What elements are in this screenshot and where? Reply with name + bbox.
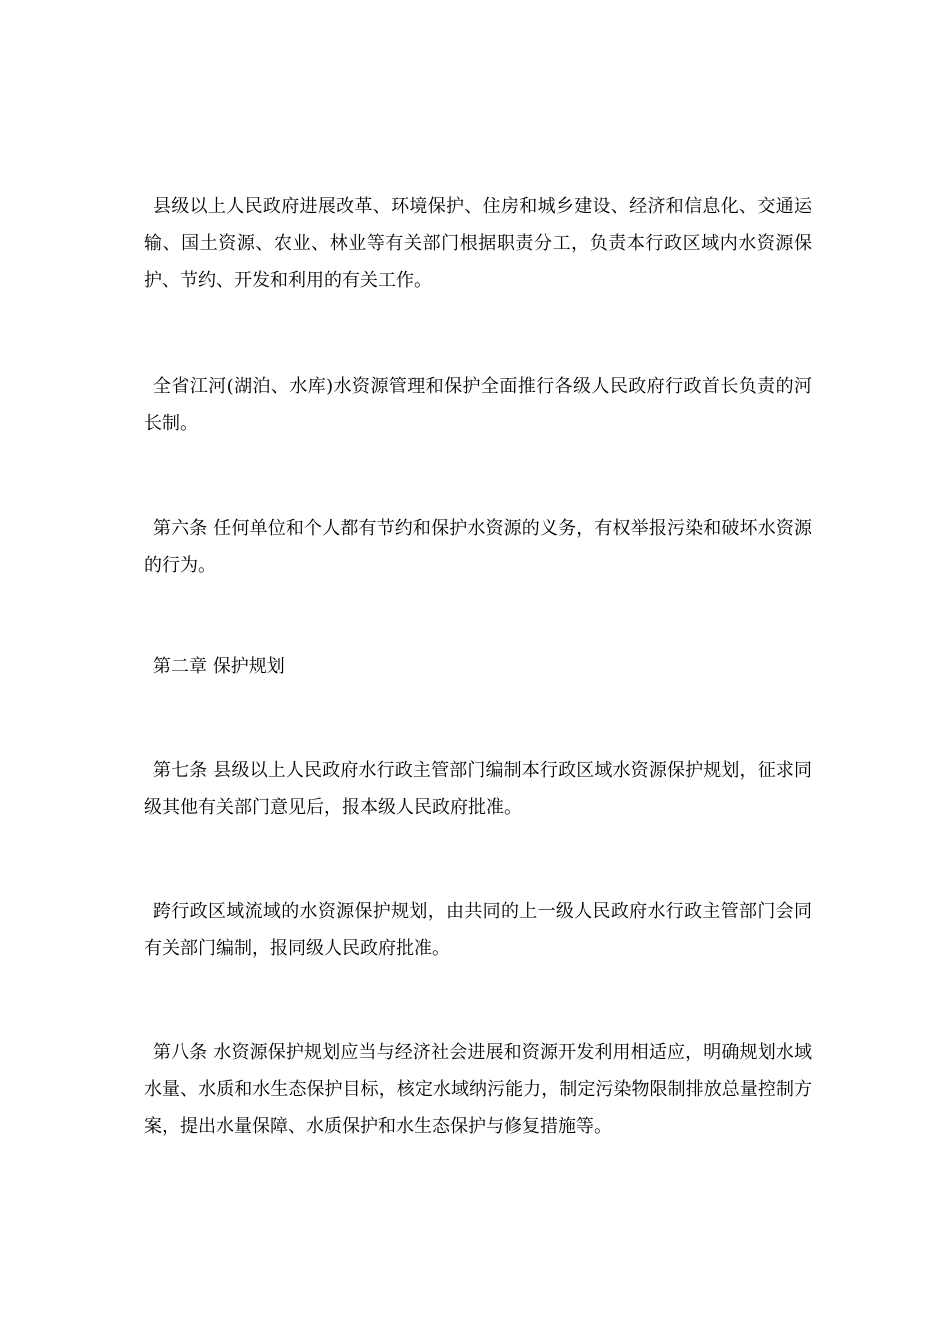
paragraph-cross-region-planning: 跨行政区域流域的水资源保护规划，由共同的上一级人民政府水行政主管部门会同有关部门编制，报同级人民政府批准。 — [144, 901, 812, 959]
paragraph-river-chief-system: 全省江河(湖泊、水库)水资源管理和保护全面推行各级人民政府行政首长负责的河长制。 — [144, 376, 812, 434]
article-8-paragraph: 第八条 水资源保护规划应当与经济社会进展和资源开发利用相适应，明确规划水域水量、水质和水生态保护目标，核定水域纳污能力，制定污染物限制排放总量控制方案，提出水量保障、水质保护和水生态保护与修复措施等。 — [144, 1042, 812, 1137]
article-7-paragraph: 第七条 县级以上人民政府水行政主管部门编制本行政区域水资源保护规划，征求同级其他有关部门意见后，报本级人民政府批准。 — [144, 760, 812, 818]
article-6-paragraph: 第六条 任何单位和个人都有节约和保护水资源的义务，有权举报污染和破坏水资源的行为。 — [144, 518, 812, 576]
chapter-2-heading: 第二章 保护规划 — [153, 656, 285, 677]
paragraph-related-departments: 县级以上人民政府进展改革、环境保护、住房和城乡建设、经济和信息化、交通运输、国土资源、农业、林业等有关部门根据职责分工，负责本行政区域内水资源保护、节约、开发和利用的有关工作。 — [144, 196, 812, 291]
